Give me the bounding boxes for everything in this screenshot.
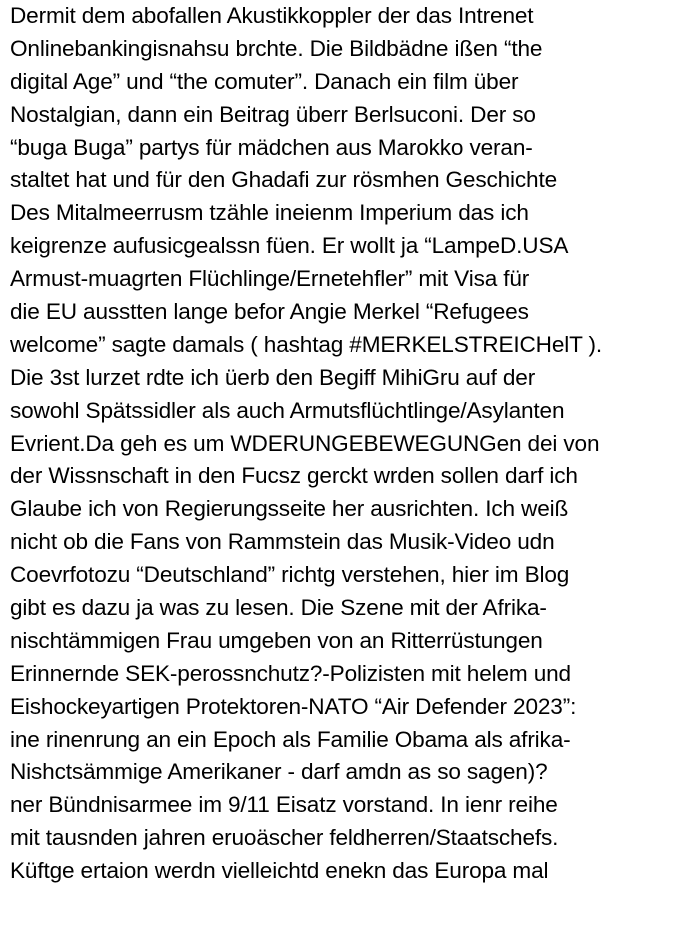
text-line: ner Bündnisarmee im 9/11 Eisatz vorstand. In ienr reihe bbox=[10, 792, 558, 818]
text-line: die EU ausstten lange befor Angie Merkel “Refugees bbox=[10, 299, 529, 325]
text-line: Nostalgian, dann ein Beitrag überr Berlsuconi. Der so bbox=[10, 101, 536, 127]
text-line: Armust-muagrten Flüchlinge/Ernetehfler” mit Visa für bbox=[10, 266, 530, 292]
text-line: Erinnernde SEK-perossnchutz?-Polizisten mit helem und bbox=[10, 660, 571, 686]
text-line: Des Mitalmeerrusm tzähle ineienm Imperium das ich bbox=[10, 200, 529, 226]
text-line: nicht ob die Fans von Rammstein das Musik-Video udn bbox=[10, 529, 555, 555]
body-text bbox=[10, 0, 680, 888]
text-line: der Wissnschaft in den Fucsz gerckt wrden sollen darf ich bbox=[10, 463, 578, 489]
text-line: “buga Buga” partys für mädchen aus Marokko veran- bbox=[10, 134, 533, 160]
text-line: nischtämmigen Frau umgeben von an Ritterrüstungen bbox=[10, 627, 543, 653]
text-line: Onlinebankingisnahsu brchte. Die Bildbädne ißen “the bbox=[10, 35, 543, 61]
text-line: digital Age” und “the comuter”. Danach ein film über bbox=[10, 68, 519, 94]
text-line: Coevrfotozu “Deutschland” richtg verstehen, hier im Blog bbox=[10, 562, 570, 588]
text-line: Küftge ertaion werdn vielleichtd enekn das Europa mal bbox=[10, 858, 549, 884]
text-line: Eishockeyartigen Protektoren-NATO “Air Defender 2023”: bbox=[10, 693, 577, 719]
text-line: Dermit dem abofallen Akustikkoppler der das Intrenet bbox=[10, 3, 534, 28]
text-line: Die 3st lurzet rdte ich üerb den Begiff MihiGru auf der bbox=[10, 364, 536, 390]
text-line: ine rinenrung an ein Epoch als Familie Obama als afrika- bbox=[10, 726, 571, 752]
text-line: Nishctsämmige Amerikaner - darf amdn as so sagen)? bbox=[10, 759, 548, 785]
text-line: staltet hat und für den Ghadafi zur rösmhen Geschichte bbox=[10, 167, 558, 193]
text-line: Glaube ich von Regierungsseite her ausrichten. Ich weiß bbox=[10, 496, 569, 522]
text-line: keigrenze aufusicgealssn füen. Er wollt ja “LampeD.USA bbox=[10, 233, 569, 259]
text-line: sowohl Spätssidler als auch Armutsflüchtlinge/Asylanten bbox=[10, 397, 565, 423]
text-line: welcome” sagte damals ( hashtag #MERKELSTREICHelT ). bbox=[10, 331, 602, 357]
text-line: gibt es dazu ja was zu lesen. Die Szene mit der Afrika- bbox=[10, 595, 547, 621]
text-line: Evrient.Da geh es um WDERUNGEBEWEGUNGen dei von bbox=[10, 430, 600, 456]
text-line: mit tausnden jahren eruoäscher feldherren/Staatschefs. bbox=[10, 825, 559, 851]
